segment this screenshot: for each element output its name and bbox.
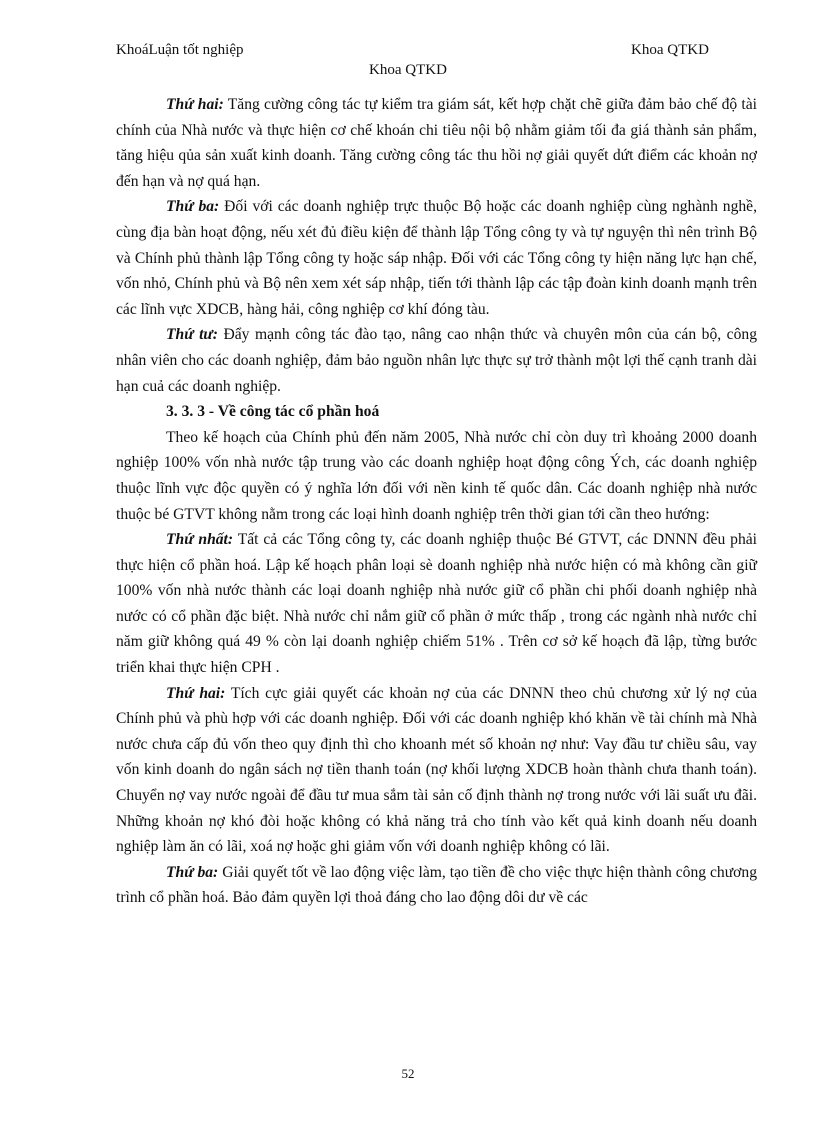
paragraph-thu-tu — [116, 322, 757, 399]
paragraph-lead: Thứ ba: — [166, 863, 219, 881]
paragraph-thu-ba-2 — [116, 860, 757, 911]
paragraph-lead: Thứ ba: — [166, 198, 220, 216]
paragraph-thu-ba — [116, 194, 757, 322]
paragraph-text: Tăng cường công tác tự kiểm tra giám sát, kết hợp chặt chẽ giữa đảm bảo chế độ tài chính của Nhà nước và thực hiện cơ chế khoán chi tiêu nội bộ nhằm giảm tối đa giá thành sản phẩm, tăng hiệu qủa sản xuất kinh doanh. Tăng cường công tác thu hồi nợ giải quyết dứt điểm các khoản nợ đến hạn và nợ quá hạn. — [116, 96, 758, 190]
header-left-text: KhoáLuận tốt nghiệp — [116, 42, 244, 58]
paragraph-lead: Thứ hai: — [166, 684, 226, 702]
paragraph-thu-hai — [116, 92, 757, 194]
paragraph-thu-nhat — [116, 527, 757, 681]
paragraph-text: Giải quyết tốt về lao động việc làm, tạo tiền đề cho việc thực hiện thành công chương trình cổ phần hoá. Bảo đảm quyền lợi thoả đáng cho lao động dôi dư về các — [116, 863, 757, 907]
paragraph-intro — [116, 425, 757, 527]
header-right-text: Khoa QTKD — [631, 42, 709, 58]
paragraph-text: Tất cả các Tổng công ty, các doanh nghiệp thuộc Bé GTVT, các DNNN đều phải thực hiện cổ phần hoá. Lập kế hoạch phân loại sè doanh nghiệp nhà nước hiện có mà không cần giữ 100% vốn nhà nước thành các loại doanh nghiệp nhà nước giữ cổ phần chi phối doanh nghiệp nhà nước có cổ phần đặc biệt. Nhà nước chỉ nắm giữ cổ phần ở mức thấp , trong các ngành nhà nước chỉ năm giữ không quá 49 % còn lại doanh nghiệp chiếm 51% . Trên cơ sở kế hoạch đã lập, từng bước triển khai thực hiện CPH . — [116, 531, 757, 677]
paragraph-lead: Thứ hai: — [166, 96, 224, 113]
paragraph-text: Theo kế hoạch của Chính phủ đến năm 2005, Nhà nước chỉ còn duy trì khoảng 2000 doanh nghiệp 100% vốn nhà nước tập trung vào các doanh nghiệp hoạt động công Ých, các doanh nghiệp thuộc lĩnh vực độc quyền có ý nghĩa lớn đối với nền kinh tế quốc dân. Các doanh nghiệp nhà nước thuộc bé GTVT không nằm trong các loại hình doanh nghiệp trên thời gian tới cần theo hướng: — [116, 428, 757, 523]
paragraph-text: Đẩy mạnh công tác đào tạo, nâng cao nhận thức và chuyên môn của cán bộ, công nhân viên cho các doanh nghiệp, đảm bảo nguồn nhân lực thực sự trở thành một lợi thế cạnh tranh dài hạn cuả các doanh nghiệp. — [116, 326, 757, 395]
section-heading: 3. 3. 3 - Về công tác cổ phần hoá — [166, 403, 380, 421]
page-number: 52 — [401, 1066, 415, 1081]
paragraph-thu-hai-2 — [116, 681, 757, 860]
header-center-text: Khoa QTKD — [369, 62, 447, 78]
paragraph-text: Đối với các doanh nghiệp trực thuộc Bộ hoặc các doanh nghiệp cùng nghành nghề, cùng địa bàn hoạt động, nếu xét đủ điều kiện để thành lập Tổng công ty và tự nguyện thì nên trình Bộ và Chính phủ thành lập Tổng công ty hoặc sáp nhập. Đối với các Tổng công ty hiện năng lực hạn chế, vốn nhỏ, Chính phủ và Bộ nên xem xét sáp nhập, tiến tới thành lập các tập đoàn kinh doanh mạnh trên các lĩnh vực XDCB, hàng hải, công nghiệp cơ khí đóng tàu. — [116, 198, 757, 318]
paragraph-lead: Thứ tư: — [166, 326, 218, 344]
paragraph-text: Tích cực giải quyết các khoản nợ của các DNNN theo chủ chương xử lý nợ của Chính phủ và phù hợp với các doanh nghiệp. Đối với các doanh nghiệp khó khăn về tài chính mà Nhà nước chưa cấp đủ vốn theo quy định thì cho khoanh mét số khoản nợ như: Vay đầu tư chiều sâu, vay vốn kinh doanh do ngân sách nợ tiền thanh toán (nợ khối lượng XDCB hoàn thành chưa thanh toán). Chuyển nợ vay nước ngoài để đầu tư mua sắm tài sản cố định thành nợ trong nước với lãi suất ưu đãi. Những khoản nợ khó đòi hoặc không có khả năng trả cho tính vào kết quả kinh doanh nếu doanh nghiệp làm ăn có lãi, xoá nợ hoặc ghi giảm vốn với doanh nghiệp không có lãi. — [116, 684, 758, 856]
paragraph-lead: Thứ nhất: — [166, 531, 234, 549]
document-body — [116, 92, 757, 911]
